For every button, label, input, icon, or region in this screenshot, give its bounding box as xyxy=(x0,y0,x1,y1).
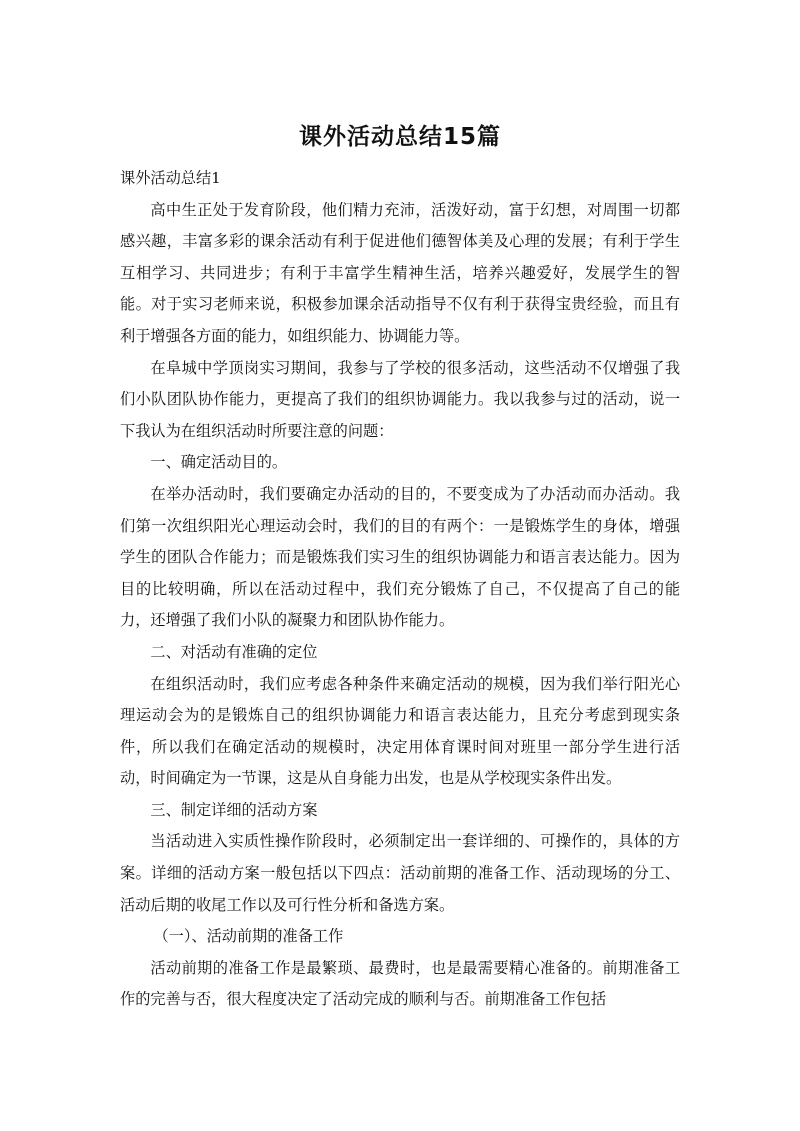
paragraph: 当活动进入实质性操作阶段时，必须制定出一套详细的、可操作的，具体的方案。详细的活动方案一般包括以下四点：活动前期的准备工作、活动现场的分工、活动后期的收尾工作以及可行性分析和备选方案。 xyxy=(120,832,680,914)
paragraph: 在举办活动时，我们要确定办活动的目的，不要变成为了办活动而办活动。我们第一次组织阳光心理运动会时，我们的目的有两个：一是锻炼学生的身体，增强学生的团队合作能力；而是锻炼我们实习生的组织协调能力和语言表达能力。因为目的比较明确，所以在活动过程中，我们充分锻炼了自己，不仅提高了自己的能力，还增强了我们小队的凝聚力和团队协作能力。 xyxy=(120,484,680,630)
document-body xyxy=(120,163,680,1016)
paragraph: 在组织活动时，我们应考虑各种条件来确定活动的规模，因为我们举行阳光心理运动会为的是锻炼自己的组织协调能力和语言表达能力，且充分考虑到现实条件，所以我们在确定活动的规模时，决定用体育课时间对班里一部分学生进行活动，时间确定为一节课，这是从自身能力出发，也是从学校现实条件出发。 xyxy=(120,674,680,788)
section-heading: 二、对活动有准确的定位 xyxy=(150,642,318,661)
section-subtitle: 课外活动总结1 xyxy=(120,169,221,187)
document-title: 课外活动总结15篇 xyxy=(298,124,501,150)
subsection-heading: （一）、活动前期的准备工作 xyxy=(153,927,344,946)
paragraph: 活动前期的准备工作是最繁琐、最费时，也是最需要精心准备的。前期准备工作的完善与否，很大程度决定了活动完成的顺利与否。前期准备工作包括 xyxy=(120,958,680,1009)
paragraph: 在阜城中学顶岗实习期间，我参与了学校的很多活动，这些活动不仅增强了我们小队团队协作能力，更提高了我们的组织协调能力。我以我参与过的活动，说一下我认为在组织活动时所要注意的问题： xyxy=(120,358,680,440)
paragraph: 高中生正处于发育阶段，他们精力充沛，活泼好动，富于幻想，对周围一切都感兴趣，丰富多彩的课余活动有利于促进他们德智体美及心理的发展；有利于学生互相学习、共同进步；有利于丰富学生精神生活，培养兴趣爱好，发展学生的智能。对于实习老师来说，积极参加课余活动指导不仅有利于获得宝贵经验，而且有利于增强各方面的能力，如组织能力、协调能力等。 xyxy=(120,200,680,345)
section-heading: 一、确定活动目的。 xyxy=(150,453,288,472)
section-heading: 三、制定详细的活动方案 xyxy=(150,800,318,819)
